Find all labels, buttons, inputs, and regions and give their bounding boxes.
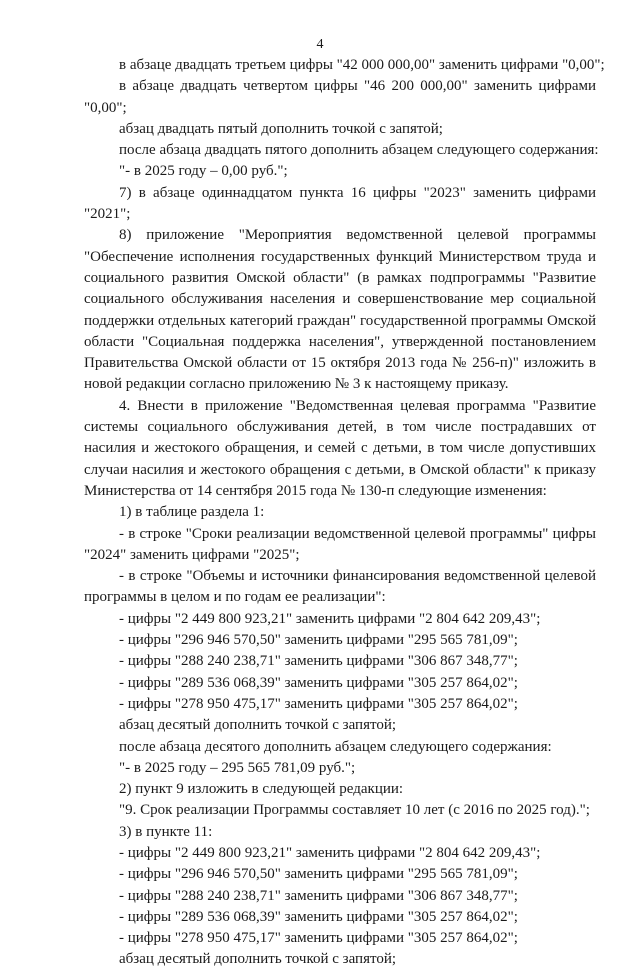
- paragraph: - цифры "278 950 475,17" заменить цифрами "305 257 864,02";: [119, 695, 518, 712]
- paragraph: 2) пункт 9 изложить в следующей редакции:: [119, 781, 404, 798]
- paragraph: абзац двадцать пятый дополнить точкой с запятой;: [119, 120, 443, 137]
- paragraph: в абзаце двадцать четвертом цифры "46 200 000,00" заменить цифрами "0,00";: [84, 78, 596, 116]
- paragraph: - цифры "296 946 570,50" заменить цифрами "295 565 781,09";: [119, 866, 518, 883]
- page-number: 4: [316, 37, 324, 52]
- paragraph: - цифры "296 946 570,50" заменить цифрами "295 565 781,09";: [119, 632, 518, 649]
- paragraph: - цифры "288 240 238,71" заменить цифрами "306 867 348,77";: [119, 653, 518, 670]
- paragraph: "9. Срок реализации Программы составляет 10 лет (с 2016 по 2025 год).";: [119, 802, 590, 819]
- paragraph: - цифры "278 950 475,17" заменить цифрами "305 257 864,02";: [119, 930, 518, 947]
- paragraph: абзац десятый дополнить точкой с запятой;: [119, 951, 397, 968]
- paragraph: "- в 2025 году – 295 565 781,09 руб.";: [119, 759, 356, 776]
- paragraph: - цифры "288 240 238,71" заменить цифрами "306 867 348,77";: [119, 887, 518, 904]
- paragraph: - в строке "Сроки реализации ведомственной целевой программы" цифры "2024" заменить цифрами "2025";: [84, 525, 596, 563]
- paragraph: 4. Внести в приложение "Ведомственная целевая программа "Развитие системы социального обслуживания детей, в том числе пострадавших от насилия и жестокого обращения, и семей с детьми, в том числе допустивших случаи насилия и жестокого обращения с детьми, в Омской области" к приказу Министерства от 14 сентября 2015 года № 130-п следующие изменения:: [84, 397, 596, 499]
- paragraph: - цифры "289 536 068,39" заменить цифрами "305 257 864,02";: [119, 674, 518, 691]
- paragraph: абзац десятый дополнить точкой с запятой;: [119, 717, 397, 734]
- paragraph: - в строке "Объемы и источники финансирования ведомственной целевой программы в целом и по годам ее реализации":: [84, 568, 596, 606]
- paragraph: - цифры "2 449 800 923,21" заменить цифрами "2 804 642 209,43";: [119, 610, 541, 627]
- paragraph: 8) приложение "Мероприятия ведомственной целевой программы "Обеспечение исполнения государственных функций Министерством труда и социального развития Омской области" (в рамках подпрограммы "Развитие социального обслуживания населения и совершенствование мер социальной поддержки отдельных категорий граждан" государственной программы Омской области "Социальная поддержка населения", утвержденной постановлением Правительства Омской области от 15 октября 2013 года № 256-п)" изложить в новой редакции согласно приложению № 3 к настоящему приказу.: [84, 227, 596, 393]
- paragraph: - цифры "289 536 068,39" заменить цифрами "305 257 864,02";: [119, 908, 518, 925]
- paragraph: 7) в абзаце одиннадцатом пункта 16 цифры "2023" заменить цифрами "2021";: [84, 184, 596, 223]
- paragraph: в абзаце двадцать третьем цифры "42 000 000,00" заменить цифрами "0,00";: [119, 57, 605, 73]
- paragraph: - цифры "2 449 800 923,21" заменить цифрами "2 804 642 209,43";: [119, 844, 541, 861]
- paragraph: после абзаца двадцать пятого дополнить абзацем следующего содержания:: [119, 142, 599, 159]
- paragraph: 3) в пункте 11:: [119, 823, 213, 840]
- paragraph: 1) в таблице раздела 1:: [119, 504, 265, 521]
- paragraph: после абзаца десятого дополнить абзацем следующего содержания:: [119, 738, 552, 755]
- document-body: [84, 55, 605, 971]
- paragraph: "- в 2025 году – 0,00 руб.";: [119, 163, 288, 180]
